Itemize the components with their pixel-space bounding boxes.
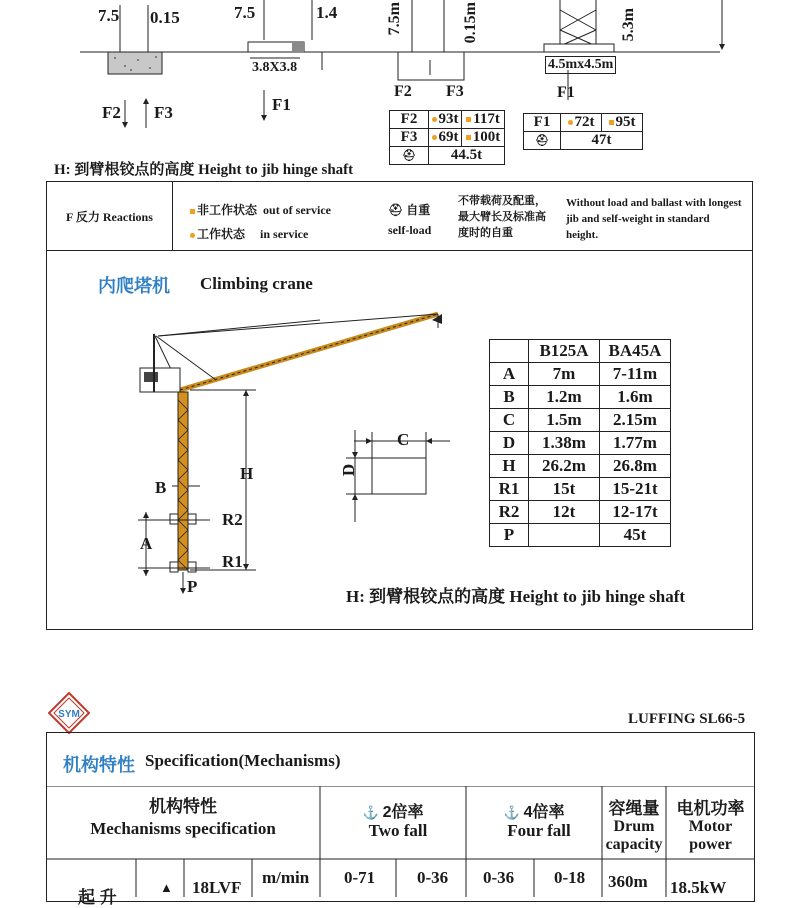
row-hoist-model: 18LVF: [192, 878, 242, 897]
hook-icon: ⚓: [503, 805, 520, 820]
col-mech-cn: 机构特性: [149, 797, 217, 816]
legend-in-en: in service: [260, 227, 309, 241]
table-row: [490, 501, 671, 524]
legend-note-cn: 不带载荷及配重，最大臂长及标准高度时的自重: [458, 195, 546, 239]
table-cell: 12-17t: [600, 501, 671, 524]
table-row: [490, 432, 671, 455]
table-row: [524, 114, 643, 132]
crane-label-H: H: [240, 464, 254, 483]
climbing-title-en: Climbing crane: [200, 274, 313, 293]
crane-label-B: B: [155, 478, 167, 497]
c4-reaction-table: [523, 113, 643, 150]
row-hoist-two-a: 0-71: [344, 868, 376, 887]
c4-f1-out: 72t: [574, 114, 595, 130]
c4-base-size: 4.5mx4.5m: [545, 56, 616, 74]
table-row: [490, 363, 671, 386]
c4-f1-label: F1: [557, 84, 575, 101]
legend-note-en: Without load and ballast with longest jib and self-weight in standard height.: [566, 197, 742, 241]
c3-f2-out: 93t: [438, 111, 459, 127]
table-cell: R2: [490, 501, 529, 524]
table-cell: H: [490, 455, 529, 478]
col-two-en: Two fall: [368, 821, 428, 840]
table-cell: 15t: [529, 478, 600, 501]
table-cell: 1.2m: [529, 386, 600, 409]
table-row: [490, 478, 671, 501]
row-hoist-motor: 18.5kW: [670, 878, 727, 897]
model-name: LUFFING SL66-5: [628, 711, 746, 727]
c4-f1-in: 95t: [615, 114, 636, 130]
climbing-spec-table: [489, 339, 671, 547]
c3-f2-label: F2: [394, 83, 412, 100]
table-cell: 1.5m: [529, 409, 600, 432]
crane-label-A: A: [140, 534, 153, 553]
c3-row-label: F3: [390, 129, 429, 147]
table-cell: A: [490, 363, 529, 386]
c4-dim-side: 5.3m: [620, 8, 637, 42]
row-hoist-four-a: 0-36: [483, 868, 515, 887]
table-row: [524, 132, 643, 150]
col-two-cn: 2倍率: [382, 804, 424, 821]
col-four-cn: 4倍率: [523, 804, 565, 821]
table-cell: 7-11m: [600, 363, 671, 386]
row-hoist-unit: m/min: [262, 868, 310, 887]
col-motor-en2: power: [689, 836, 732, 853]
table-cell: [529, 524, 600, 547]
table-cell: 26.8m: [600, 455, 671, 478]
c3-dim-height: 7.5m: [386, 2, 403, 36]
legend-in-cn: 工作状态: [197, 227, 246, 241]
legend-reactions: F 反力 Reactions: [66, 210, 153, 224]
climbing-title-cn: 内爬塔机: [98, 276, 170, 296]
table-cell: 26.2m: [529, 455, 600, 478]
col-four-en: Four fall: [507, 821, 571, 840]
c4-weight: 47t: [561, 132, 643, 150]
self-weight-icon: ⛑: [524, 132, 561, 150]
table-row: [390, 129, 505, 147]
col-drum-en1: Drum: [613, 818, 655, 835]
logo-text: SYM: [58, 709, 80, 720]
col-motor-cn: 电机功率: [676, 799, 745, 818]
table-row: [490, 386, 671, 409]
col-drum: [602, 800, 666, 854]
c1-dim-height: 7.5: [98, 6, 120, 25]
table-header-cell: B125A: [529, 340, 600, 363]
row-hoist-two-b: 0-36: [417, 868, 449, 887]
climbing-crane-drawing: [120, 300, 460, 600]
c1-f2-label: F2: [102, 103, 121, 122]
c2-f1-label: F1: [272, 95, 291, 114]
detail-label-C: C: [397, 430, 410, 449]
table-cell: 1.6m: [600, 386, 671, 409]
table-cell: 2.15m: [600, 409, 671, 432]
detail-label-D: D: [339, 463, 359, 477]
c1-f3-label: F3: [154, 103, 173, 122]
c3-weight: 44.5t: [429, 147, 505, 165]
legend-out-service: [190, 201, 331, 218]
col-mech: [46, 796, 320, 840]
table-header-cell: [490, 340, 529, 363]
col-drum-cn: 容绳量: [608, 799, 660, 818]
table-cell: P: [490, 524, 529, 547]
c2-base-size: 3.8X3.8: [252, 60, 298, 75]
table-cell: R1: [490, 478, 529, 501]
c3-row-label: F2: [390, 111, 429, 129]
col-four-fall: [466, 804, 602, 840]
crane-label-R2: R2: [222, 510, 243, 529]
sym-logo: [48, 692, 90, 734]
table-cell: B: [490, 386, 529, 409]
legend-divider: [172, 181, 173, 251]
table-row: [390, 147, 505, 165]
c1-dim-depth: 0.15: [150, 8, 180, 27]
col-mech-en: Mechanisms specification: [90, 819, 276, 838]
c3-f3-label: F3: [446, 83, 464, 100]
table-header-cell: BA45A: [600, 340, 671, 363]
top-hinge-note: H: 到臂根铰点的高度 Height to jib hinge shaft: [54, 162, 354, 178]
legend-out-en: out of service: [263, 203, 331, 217]
c3-f3-out: 69t: [438, 129, 459, 145]
c3-reaction-table: [389, 110, 505, 165]
row-hoist-category: 起 升: [78, 888, 117, 907]
row-hoist-drum: 360m: [608, 872, 648, 891]
table-cell: D: [490, 432, 529, 455]
table-cell: 45t: [600, 524, 671, 547]
row-hoist-four-b: 0-18: [554, 868, 586, 887]
legend-self-cn: 自重: [406, 203, 431, 217]
self-weight-icon: ⛑: [388, 203, 404, 217]
table-cell: 7m: [529, 363, 600, 386]
table-cell: 1.38m: [529, 432, 600, 455]
c3-f2-in: 117t: [473, 111, 500, 127]
legend-in-service: [190, 225, 308, 242]
legend-out-cn: 非工作状态: [197, 203, 258, 217]
table-row: [490, 455, 671, 478]
spec-title-en: Specification(Mechanisms): [145, 751, 341, 770]
row-hoist-icon: ▲: [160, 880, 173, 895]
table-cell: 1.77m: [600, 432, 671, 455]
c2-dim-height: 7.5: [234, 3, 256, 22]
legend-self-en: self-load: [388, 223, 432, 237]
self-weight-icon: ⛑: [390, 147, 429, 165]
c2-dim-depth: 1.4: [316, 3, 338, 22]
col-motor-en1: Motor: [688, 818, 733, 835]
col-drum-en2: capacity: [605, 836, 663, 853]
table-cell: C: [490, 409, 529, 432]
spec-title-cn: 机构特性: [63, 755, 135, 775]
legend-self-load: [388, 200, 431, 240]
table-row: [490, 409, 671, 432]
crane-label-R1: R1: [222, 552, 243, 571]
table-cell: 15-21t: [600, 478, 671, 501]
table-row: [390, 111, 505, 129]
crane-label-P: P: [187, 577, 198, 596]
c3-dim-depth: 0.15m: [462, 2, 479, 44]
col-two-fall: [320, 804, 466, 840]
climbing-hinge-note: H: 到臂根铰点的高度 Height to jib hinge shaft: [346, 587, 686, 606]
hook-icon: ⚓: [362, 805, 379, 820]
table-row: [490, 524, 671, 547]
table-cell: 12t: [529, 501, 600, 524]
col-motor: [666, 800, 755, 854]
c4-row-label: F1: [524, 114, 561, 132]
c3-f3-in: 100t: [472, 129, 501, 145]
table-row: [490, 340, 671, 363]
